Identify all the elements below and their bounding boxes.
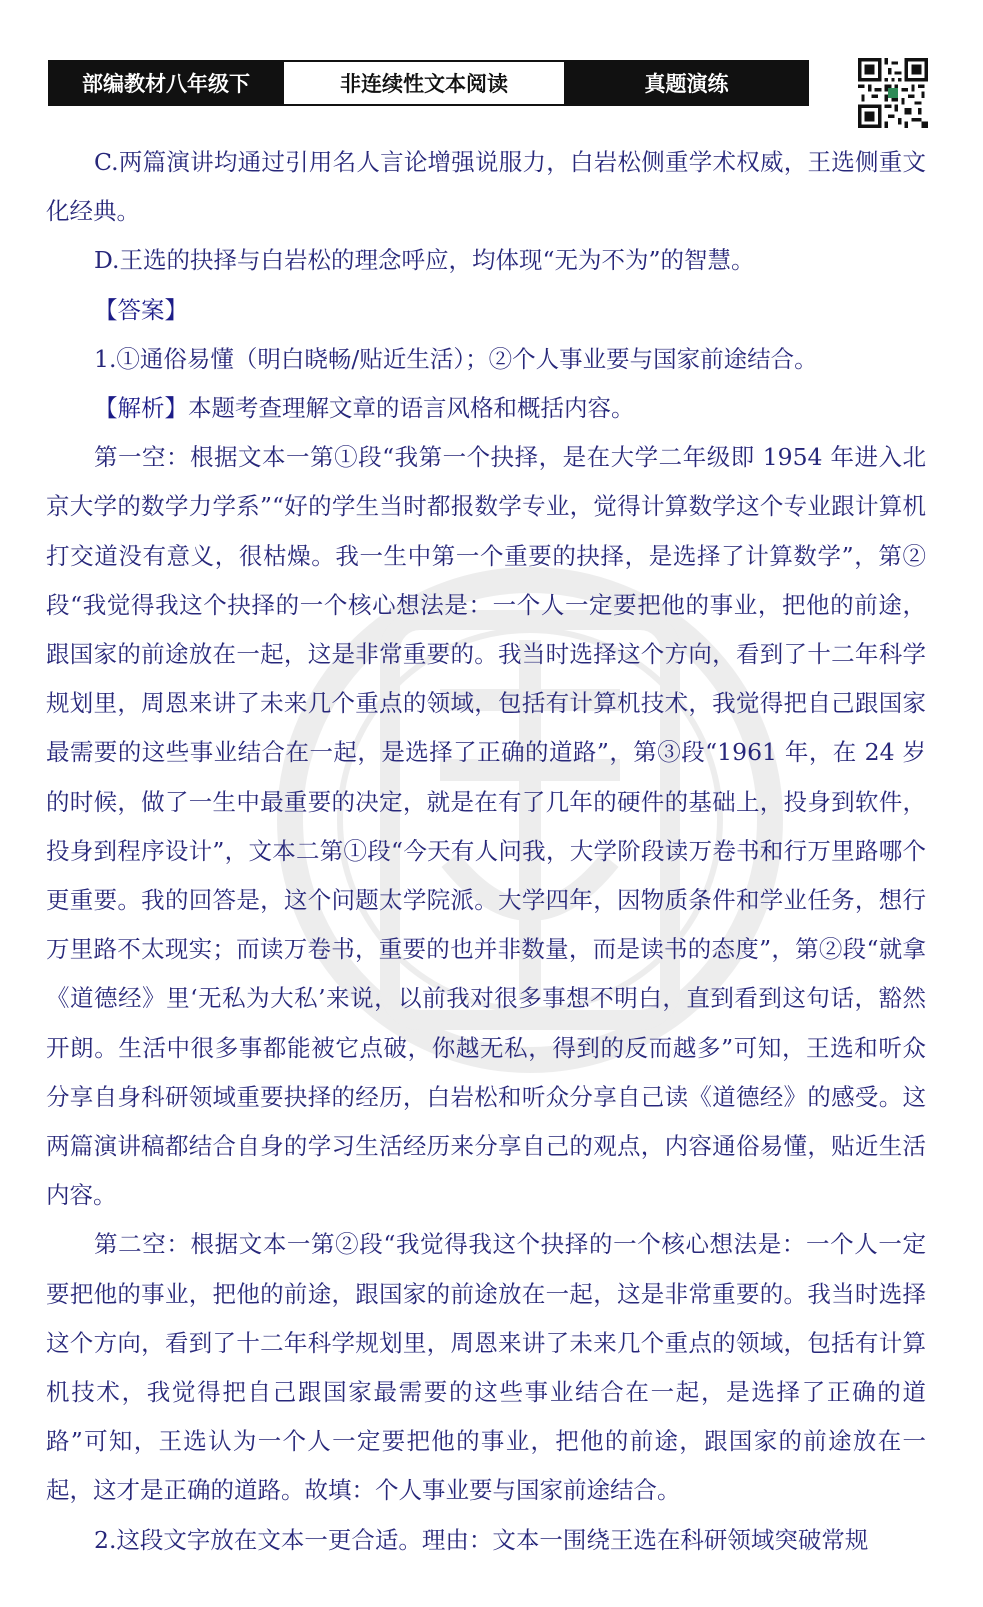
blank-1-explanation: 第一空：根据文本一第①段“我第一个抉择，是在大学二年级即 1954 年进入北京大学的数学力学系”“好的学生当时都报数学专业，觉得计算数学这个专业跟计算机打交道没有意义，很枯燥。我一生中第一个重要的抉择，是选择了计算数学”，第②段“我觉得我这个抉择的一个核心想法是：一个人一定要把他的事业，把他的前途，跟国家的前途放在一起，这是非常重要的。我当时选择这个方向，看到了十二年科学规划里，周恩来讲了未来几个重点的领域，包括有计算机技术，我觉得把自己跟国家最需要的这些事业结合在一起，是选择了正确的道路”，第③段“1961 年，在 24 岁的时候，做了一生中最重要的决定，就是在有了几年的硬件的基础上，投身到软件，投身到程序设计”，文本二第①段“今天有人问我，大学阶段读万卷书和行万里路哪个更重要。我的回答是，这个问题太学院派。大学四年，因物质条件和学业任务，想行万里路不太现实；而读万卷书，重要的也并非数量，而是读书的态度”，第②段“就拿《道德经》里‘无私为大私’来说，以前我对很多事想不明白，直到看到这句话，豁然开朗。生活中很多事都能被它点破，你越无私，得到的反而越多”可知，王选和听众分享自身科研领域重要抉择的经历，白岩松和听众分享自己读《道德经》的感受。这两篇演讲稿都结合自身的学习生活经历来分享自己的观点，内容通俗易懂，贴近生活内容。 xyxy=(46,443,926,1210)
option-d: D.王选的抉择与白岩松的理念呼应，均体现“无为不为”的智慧。 xyxy=(94,246,755,275)
qr-code-icon xyxy=(858,58,928,128)
header-section-label: 真题演练 xyxy=(566,62,807,104)
document-body xyxy=(46,138,926,1565)
analysis-intro: 本题考查理解文章的语言风格和概括内容。 xyxy=(188,394,635,423)
blank-2-explanation: 第二空：根据文本一第②段“我觉得我这个抉择的一个核心想法是：一个人一定要把他的事业，把他的前途，跟国家的前途放在一起，这是非常重要的。我当时选择这个方向，看到了十二年科学规划里，周恩来讲了未来几个重点的领域，包括有计算机技术，我觉得把自己跟国家最需要的这些事业结合在一起，是选择了正确的道路”可知，王选认为一个人一定要把他的事业，把他的前途，跟国家的前途放在一起，这才是正确的道路。故填：个人事业要与国家前途结合。 xyxy=(46,1230,926,1505)
answer-2: 2.这段文字放在文本一更合适。理由：文本一围绕王选在科研领域突破常规 xyxy=(94,1525,869,1554)
header-topic-label: 非连续性文本阅读 xyxy=(282,62,566,104)
analysis-heading: 【解析】 xyxy=(94,394,188,423)
option-c: C.两篇演讲均通过引用名人言论增强说服力，白岩松侧重学术权威，王选侧重文化经典。 xyxy=(46,148,926,226)
answer-1: 1.①通俗易懂（明白晓畅/贴近生活）；②个人事业要与国家前途结合。 xyxy=(94,344,818,373)
analysis-paragraph xyxy=(46,384,926,433)
header-bar xyxy=(48,60,809,106)
answer-heading: 【答案】 xyxy=(94,295,188,324)
header-grade-label: 部编教材八年级下 xyxy=(50,62,282,104)
